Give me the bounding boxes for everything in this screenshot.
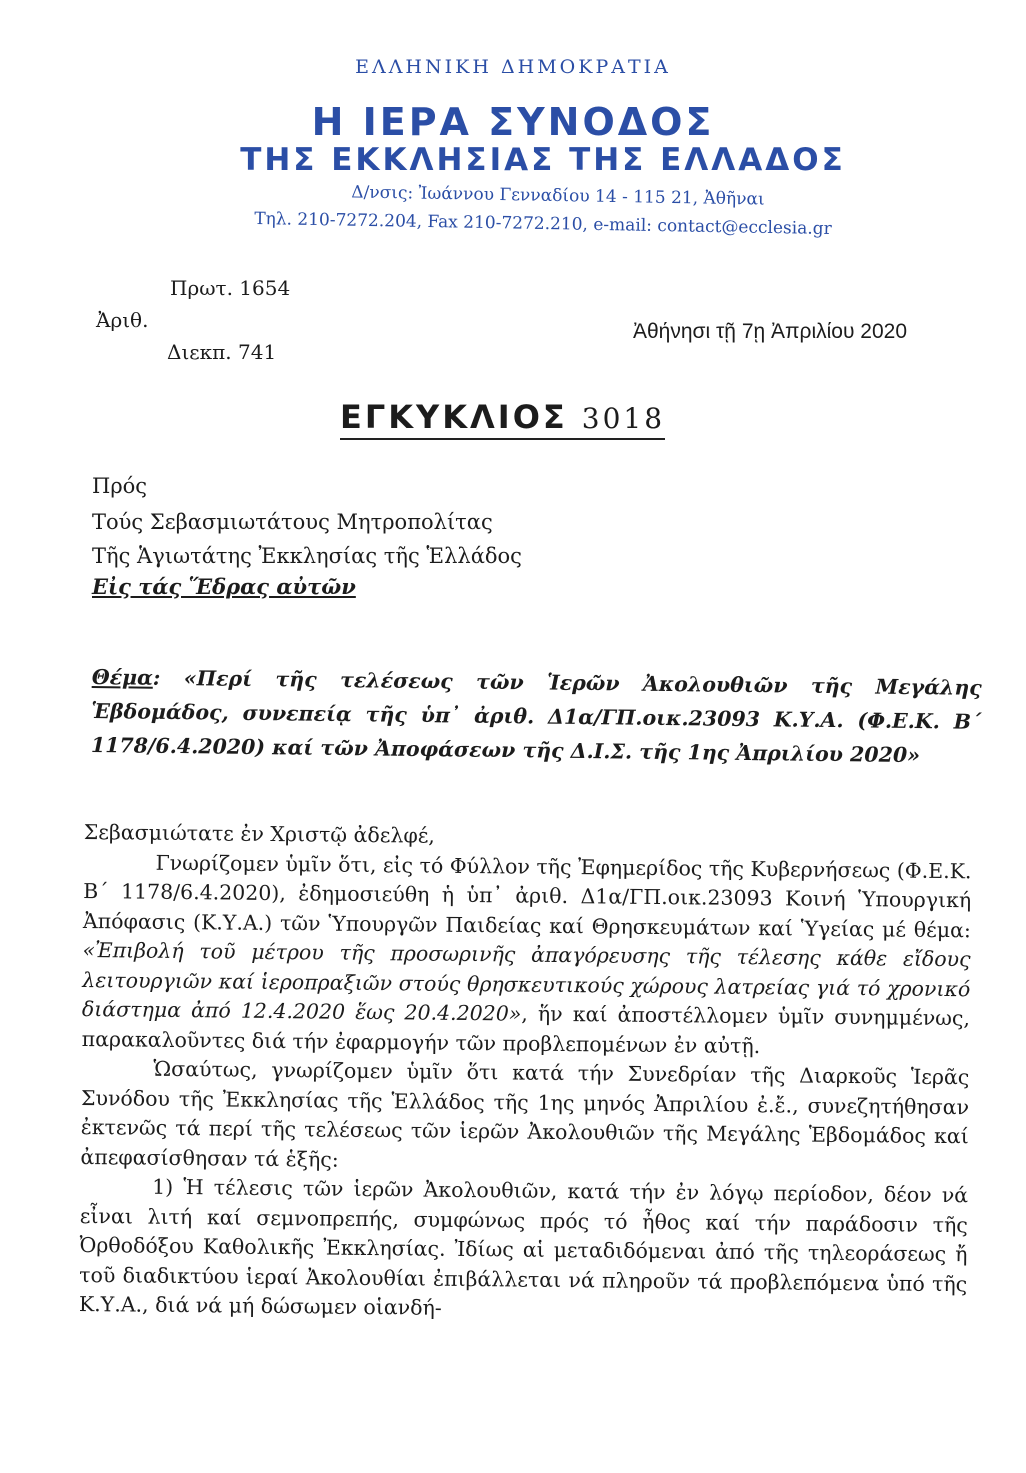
recipient-line-1: Τούς Σεβασμιωτάτους Μητροπολίτας bbox=[92, 510, 493, 534]
title-word: ΕΓΚΥΚΛΙΟΣ bbox=[340, 398, 568, 436]
recipient-line-2: Τῆς Ἁγιωτάτης Ἐκκλησίας τῆς Ἑλλάδος bbox=[92, 544, 522, 568]
place-date: Ἀθήνησι τῇ 7ῃ Ἀπριλίου 2020 bbox=[633, 320, 907, 343]
recipient-label: Πρός bbox=[92, 474, 148, 498]
title-number: 3018 bbox=[581, 402, 666, 435]
subject-block: Θέμα: «Περί τῆς τελέσεως τῶν Ἱερῶν Ἀκολουθιῶν τῆς Μεγάλης Ἑβδομάδος, συνεπείᾳ τῆς ὑπ᾽ ἀριθ. Δ1α/ΓΠ.οικ.23093 Κ.Υ.Α. (Φ.Ε.Κ. Β΄ 1178/6.4.2020) καί τῶν Ἀποφάσεων τῆς Δ.Ι.Σ. τῆς 1ης Ἀπριλίου 2020» bbox=[90, 664, 982, 768]
document-title bbox=[340, 398, 665, 440]
subject-label: Θέμα bbox=[91, 664, 154, 690]
number-label: Ἀριθ. bbox=[96, 308, 149, 332]
paragraph-2: Ὡσαύτως, γνωρίζομεν ὑμῖν ὅτι κατά τήν Συνεδρίαν τῆς Διαρκοῦς Ἱερᾶς Συνόδου τῆς Ἐκκλησίας τῆς Ἑλλάδος τῆς 1ης μηνός Ἀπριλίου ἐ.ἔ., συνεζητήθησαν ἐκτενῶς τά περί τῆς τελέσεως τῶν ἱερῶν Ἀκολουθιῶν τῆς Μεγάλης Ἑβδομάδος καί ἀπεφασίσθησαν τά ἑξῆς: bbox=[80, 1056, 970, 1172]
address-line: Δ/νσις: Ἰωάννου Γενναδίου 14 - 115 21, Ἀθῆναι bbox=[351, 182, 765, 210]
letter-body bbox=[79, 818, 972, 1329]
synod-heading: Η ΙΕΡΑ ΣΥΝΟΔΟΣ bbox=[311, 100, 715, 144]
paragraph-3: 1) Ἡ τέλεσις τῶν ἱερῶν Ἀκολουθιῶν, κατά τήν ἐν λόγῳ περίοδον, δέον νά εἶναι λιτή καί σεμνοπρεπής, συμφώνως πρός τό ἦθος καί τήν παράδοσιν τῆς Ὀρθοδόξου Καθολικῆς Ἐκκλησίας. Ἰδίως αἱ μεταδιδόμεναι ἀπό τῆς τηλεοράσεως ἤ τοῦ διαδικτύου ἱεραί Ἀκολουθίαι ἐπιβάλλεται νά πληροῦν τά προβλεπόμενα ὑπό τῆς Κ.Υ.Α., διά νά μή δώσωμεν οἱανδή- bbox=[78, 1174, 969, 1320]
contact-line: Τηλ. 210-7272.204, Fax 210-7272.210, e-mail: contact@ecclesia.gr bbox=[254, 208, 832, 240]
protocol-number: Πρωτ. 1654 bbox=[170, 276, 291, 300]
subject-text: «Περί τῆς τελέσεως τῶν Ἱερῶν Ἀκολουθιῶν τῆς Μεγάλης Ἑβδομάδος, συνεπείᾳ τῆς ὑπ᾽ ἀριθ. Δ1α/ΓΠ.οικ.23093 Κ.Υ.Α. (Φ.Ε.Κ. Β΄ 1178/6.4.2020) καί τῶν Ἀποφάσεων τῆς Δ.Ι.Σ. τῆς 1ης Ἀπριλίου 2020» bbox=[90, 666, 982, 768]
dispatch-number: Διεκπ. 741 bbox=[167, 340, 277, 364]
church-heading: ΤΗΣ ΕΚΚΛΗΣΙΑΣ ΤΗΣ ΕΛΛΑΔΟΣ bbox=[240, 142, 846, 178]
paragraph-1: Γνωρίζομεν ὑμῖν ὅτι, εἰς τό Φύλλον τῆς Ἐφημερίδος τῆς Κυβερνήσεως (Φ.Ε.Κ. Β΄ 1178/6.4.2020), ἐδημοσιεύθη ἡ ὑπ᾽ ἀριθ. Δ1α/ΓΠ.οικ.23093 Κοινή Ὑπουργική Ἀπόφασις (Κ.Υ.Α.) τῶν Ὑπουργῶν Παιδείας καί Θρησκευμάτων καί Ὑγείας μέ θέμα: «Ἐπιβολή τοῦ μέτρου τῆς προσωρινῆς ἀπαγόρευσης τῆς τέλεσης κάθε εἴδους λειτουργιῶν καί ἱεροπραξιῶν στούς θρησκευτικούς χώρους λατρείας γιά τό χρονικό διάστημα ἀπό 12.4.2020 ἕως 20.4.2020», ἥν καί ἀποστέλλομεν ὑμῖν συνημμένως, παρακαλοῦντες διά τήν ἐφαρμογήν τῶν προβλεπομένων ἐν αὐτῇ. bbox=[81, 850, 972, 1058]
republic-heading: ΕΛΛΗΝΙΚΗ ΔΗΜΟΚΡΑΤΙΑ bbox=[355, 56, 671, 78]
salutation: Σεβασμιώτατε ἐν Χριστῷ ἀδελφέ, bbox=[83, 819, 436, 848]
recipient-line-3: Εἰς τάς Ἕδρας αὐτῶν bbox=[92, 574, 356, 599]
kya-quote: «Ἐπιβολή τοῦ μέτρου τῆς προσωρινῆς ἀπαγόρευσης τῆς τέλεσης κάθε εἴδους λειτουργιῶν καί ἱεροπραξιῶν στούς θρησκευτικούς χώρους λατρείας γιά τό χρονικό διάστημα ἀπό 12.4.2020 ἕως 20.4.2020» bbox=[81, 937, 971, 1026]
